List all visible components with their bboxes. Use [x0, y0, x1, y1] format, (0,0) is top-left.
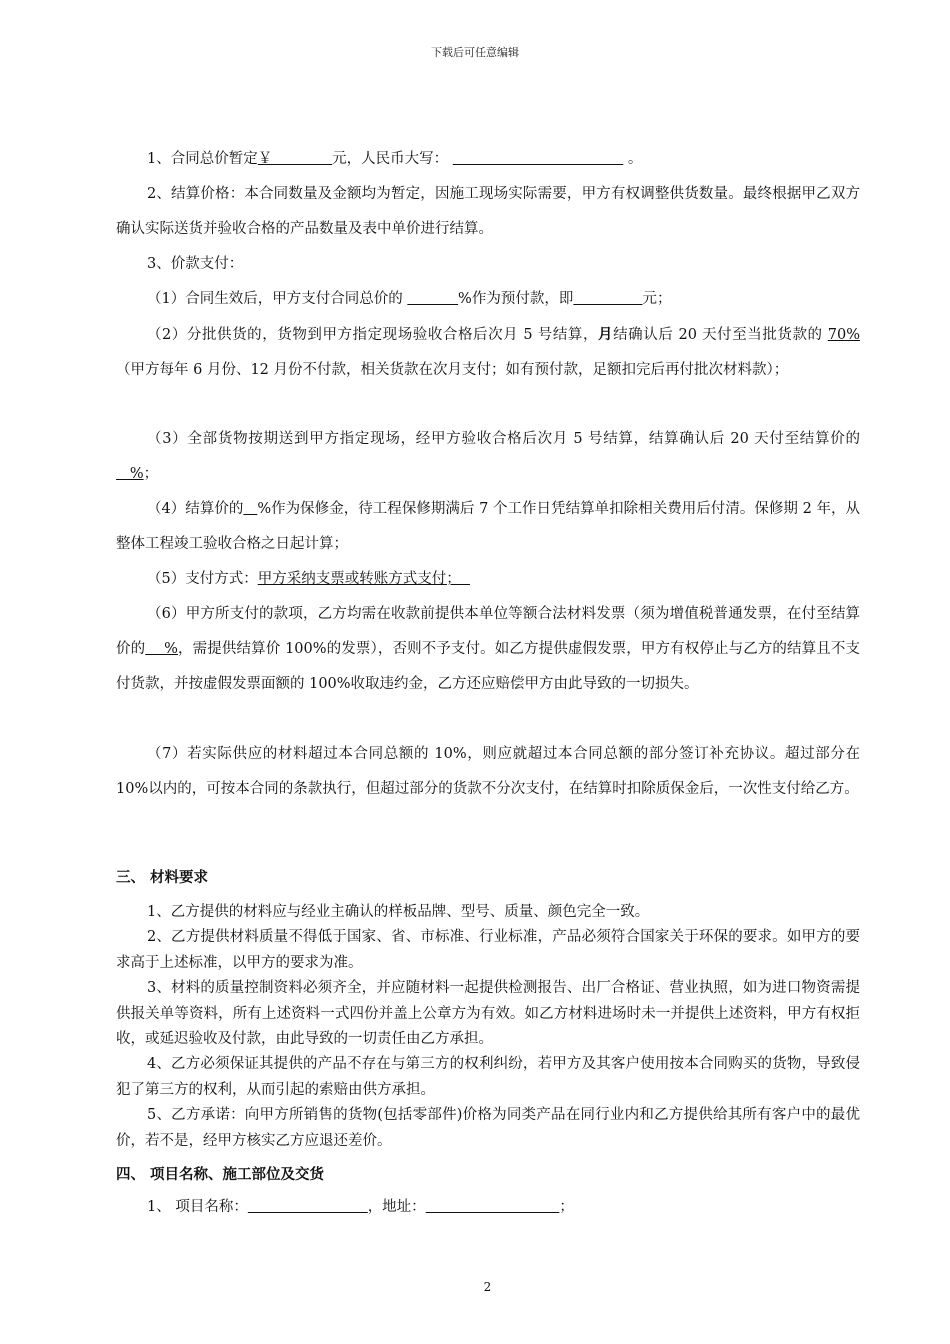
text: %作为预付款，即 — [458, 291, 574, 307]
total-price-paragraph — [116, 142, 860, 177]
blank-total-price: ￥ — [257, 151, 333, 167]
text: %作为保修金，待工程保修期满后 7 个工作日凭结算单扣除相关费用后付清。保修期 2 年，从整体工程竣工验收合格之日起计算； — [116, 501, 860, 552]
text: 月 — [598, 326, 614, 343]
text: ； — [559, 1199, 574, 1215]
text: ，需提供结算价 100%的发票），否则不予支付。如乙方提供虚假发票，甲方有权停止与乙方的结算且不支付货款，并按虚假发票面额的 100%收取违约金，乙方还应赔偿甲方由此导致的一切损失。 — [116, 641, 861, 692]
text: （甲方每年 6 月份、12 月份不付款，相关货款在次月支付；如有预付款，足额扣完后再付批次材料款）； — [116, 362, 789, 378]
blank-address — [426, 1199, 560, 1215]
text: （2）分批供货的，货物到甲方指定现场验收合格后次月 5 号结算， — [147, 327, 599, 343]
material-item-4: 4、乙方必须保证其提供的产品不存在与第三方的权利纠纷，若甲方及其客户使用按本合同购买的货物，导致侵犯了第三方的权利，从而引起的索赔由供方承担。 — [116, 1056, 860, 1098]
blank-advance-percent — [407, 291, 458, 307]
blank-invoice-percent: % — [145, 641, 178, 657]
batch-percent: 70% — [827, 327, 861, 343]
payment-method-paragraph — [116, 562, 860, 597]
invoice-paragraph — [116, 597, 860, 702]
page-number: 2 — [483, 1280, 492, 1294]
page-header: 下载后可任意编辑 — [431, 46, 519, 59]
material-item-1: 1、乙方提供的材料应与经业主确认的样板品牌、型号、质量、颜色完全一致。 — [147, 904, 650, 920]
material-item-2: 2、乙方提供材料质量不得低于国家、省、市标准、行业标准，产品必须符合国家关于环保的要求。如甲方的要求高于上述标准，以甲方的要求为准。 — [116, 929, 860, 971]
text: 元，人民币大写： — [332, 151, 453, 167]
text: ； — [143, 466, 159, 482]
text: 1、合同总价暂定 — [147, 151, 258, 167]
advance-payment-paragraph — [116, 282, 860, 317]
section-4-title: 四、 项目名称、施工部位及交货 — [116, 1167, 325, 1183]
batch-payment-paragraph — [116, 317, 860, 388]
blank-project-name — [248, 1199, 368, 1215]
warranty-paragraph — [116, 492, 860, 562]
text: 。 — [623, 151, 643, 167]
material-item-5: 5、乙方承诺：向甲方所销售的货物(包括零部件)价格为同类产品在同行业内和乙方提供给其所有客户中的最优价，若不是，经甲方核实乙方应退还差价。 — [116, 1107, 860, 1149]
blank-advance-amount — [573, 291, 642, 307]
text: 1、 项目名称： — [147, 1199, 248, 1215]
text: （4）结算价的 — [147, 501, 244, 517]
full-payment-paragraph — [116, 422, 860, 492]
text: （3）全部货物按期送到甲方指定现场，经甲方验收合格后次月 5 号结算，结算确认后 20 天付至结算价的 — [147, 431, 860, 447]
blank-warranty-percent — [243, 501, 257, 517]
section-3-title: 三、 材料要求 — [116, 870, 209, 886]
text: （6）甲方所支付的款项，乙方均需在收款前提供本单位等额合法材料发票（须为增值税普通发票，在付至结算价的 — [116, 606, 860, 657]
excess-supply-paragraph: （7）若实际供应的材料超过本合同总额的 10%，则应就超过本合同总额的部分签订补充协议。超过部分在 10%以内的，可按本合同的条款执行，但超过部分的货款不分次支付，在结算时扣除质保金后，一次性支付给乙方。 — [116, 746, 860, 797]
payment-heading: 3、价款支付： — [147, 256, 244, 272]
project-name-paragraph — [116, 1190, 860, 1225]
text: ，地址： — [367, 1199, 426, 1215]
text: （5）支付方式： — [147, 571, 258, 587]
text: 结确认后 20 天付至当批货款的 — [613, 327, 828, 343]
payment-method-value: 甲方采纳支票或转账方式支付； — [257, 571, 470, 587]
blank-full-percent: % — [116, 466, 144, 482]
text: 元； — [642, 291, 672, 307]
settlement-price-paragraph: 2、结算价格：本合同数量及金额均为暂定，因施工现场实际需要，甲方有权调整供货数量。最终根据甲乙双方确认实际送货并验收合格的产品数量及表中单价进行结算。 — [116, 186, 860, 237]
material-item-3: 3、材料的质量控制资料必须齐全，并应随材料一起提供检测报告、出厂合格证、营业执照，如为进口物资需提供报关单等资料，所有上述资料一式四份并盖上公章方为有效。如乙方材料进场时未一并提供上述资料，甲方有权拒收，或延迟验收及付款，由此导致的一切责任由乙方承担。 — [116, 980, 860, 1047]
text: （1）合同生效后，甲方支付合同总价的 — [147, 291, 408, 307]
blank-amount-words — [453, 151, 624, 167]
